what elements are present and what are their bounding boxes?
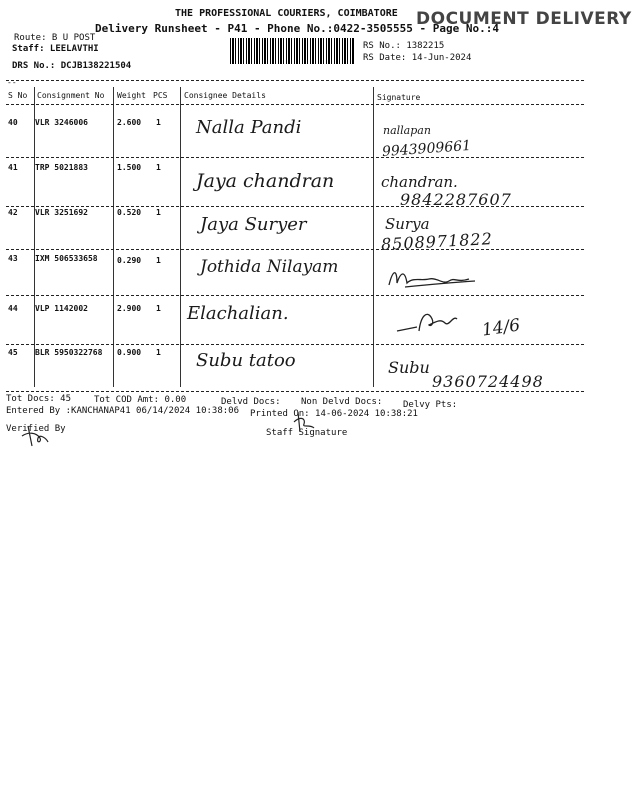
row-pcs: 1 xyxy=(156,208,161,217)
drs-number: DRS No.: DCJB138221504 xyxy=(12,61,132,71)
total-cod-amount: Tot COD Amt: 0.00 xyxy=(94,395,187,405)
delivery-points: Delvy Pts: xyxy=(403,400,458,410)
consignee-name: Jaya chandran xyxy=(196,170,335,192)
divider xyxy=(6,344,584,345)
header-consignee: Consignee Details xyxy=(184,91,266,100)
header-signature: Signature xyxy=(377,93,421,102)
row-sno: 42 xyxy=(8,208,18,217)
runsheet-title: Delivery Runsheet - P41 - Phone No.:0422-3505555 - Page No.:4 xyxy=(95,22,499,35)
row-pcs: 1 xyxy=(156,348,161,357)
row-pcs: 1 xyxy=(156,304,161,313)
consignee-name: Jaya Suryer xyxy=(200,214,307,235)
consignee-name: Nalla Pandi xyxy=(196,117,302,138)
column-divider xyxy=(180,87,181,387)
row-weight: 0.290 xyxy=(117,256,142,265)
column-divider xyxy=(373,87,374,387)
row-consignment: VLR 3246006 xyxy=(35,118,88,127)
row-pcs: 1 xyxy=(156,163,161,172)
signature-scribble xyxy=(385,265,480,293)
consignee-name: Jothida Nilayam xyxy=(200,257,339,277)
row-sno: 45 xyxy=(8,348,18,357)
staff-signature-mark xyxy=(290,410,320,434)
divider xyxy=(6,80,584,81)
entered-by: Entered By :KANCHANAP41 06/14/2024 10:38:06 xyxy=(6,406,239,416)
signature-date: 14/6 xyxy=(480,315,522,341)
column-divider xyxy=(113,87,114,387)
divider xyxy=(6,295,584,296)
header-sno: S No xyxy=(8,91,28,100)
divider xyxy=(6,249,584,250)
divider xyxy=(6,391,584,392)
signature-phone: 8508971822 xyxy=(380,229,494,254)
non-delivered-docs: Non Delvd Docs: xyxy=(301,397,383,407)
row-sno: 43 xyxy=(8,254,18,263)
signature-phone: 9943909661 xyxy=(381,137,472,161)
divider xyxy=(6,104,584,105)
total-docs: Tot Docs: 45 xyxy=(6,394,72,404)
column-divider xyxy=(34,87,35,387)
signature-name: nallapan xyxy=(383,124,431,137)
rs-number: RS No.: 1382215 xyxy=(363,41,445,51)
row-pcs: 1 xyxy=(156,118,161,127)
row-consignment: VLR 3251692 xyxy=(35,208,88,217)
rs-date: RS Date: 14-Jun-2024 xyxy=(363,53,472,63)
verified-signature xyxy=(18,422,52,448)
barcode xyxy=(230,38,355,64)
row-pcs: 1 xyxy=(156,256,161,265)
delivered-docs: Delvd Docs: xyxy=(221,397,281,407)
marker: -- xyxy=(7,78,17,87)
row-weight: 2.600 xyxy=(117,118,142,127)
signature-scribble xyxy=(395,305,475,335)
printed-on: Printed On: 14-06-2024 10:38:21 xyxy=(250,409,418,419)
divider xyxy=(6,157,584,158)
divider xyxy=(6,206,584,207)
signature-phone: 9842287607 xyxy=(400,190,512,209)
consignee-name: Elachalian. xyxy=(187,303,289,324)
staff-signature-label: Staff Signature xyxy=(266,428,348,438)
header-consignment: Consignment No xyxy=(37,91,105,100)
signature-phone: 9360724498 xyxy=(432,372,544,391)
route-label: Route: B U POST xyxy=(14,33,96,43)
signature-name: chandran. xyxy=(381,173,458,191)
signature-name: Subu xyxy=(388,358,430,377)
row-weight: 2.900 xyxy=(117,304,142,313)
verified-by: Verified By xyxy=(6,424,66,434)
row-weight: 0.520 xyxy=(117,208,142,217)
row-weight: 0.900 xyxy=(117,348,142,357)
consignee-name: Subu tatoo xyxy=(196,350,296,371)
row-sno: 44 xyxy=(8,304,18,313)
signature-name: Surya xyxy=(385,215,430,233)
row-sno: 41 xyxy=(8,163,18,172)
header-weight: Weight xyxy=(117,91,146,100)
row-sno: 40 xyxy=(8,118,18,127)
row-consignment: BLR 5950322768 xyxy=(35,348,103,357)
header-pcs: PCS xyxy=(153,91,168,100)
company-name: THE PROFESSIONAL COURIERS, COIMBATORE xyxy=(175,8,398,19)
row-weight: 1.500 xyxy=(117,163,142,172)
row-consignment: VLP 1142002 xyxy=(35,304,88,313)
row-consignment: IXM 506533658 xyxy=(35,254,98,263)
staff-label: Staff: LEELAVTHI xyxy=(12,44,99,54)
row-consignment: TRP 5021883 xyxy=(35,163,88,172)
document-delivery-stamp: DOCUMENT DELIVERY xyxy=(416,9,632,29)
